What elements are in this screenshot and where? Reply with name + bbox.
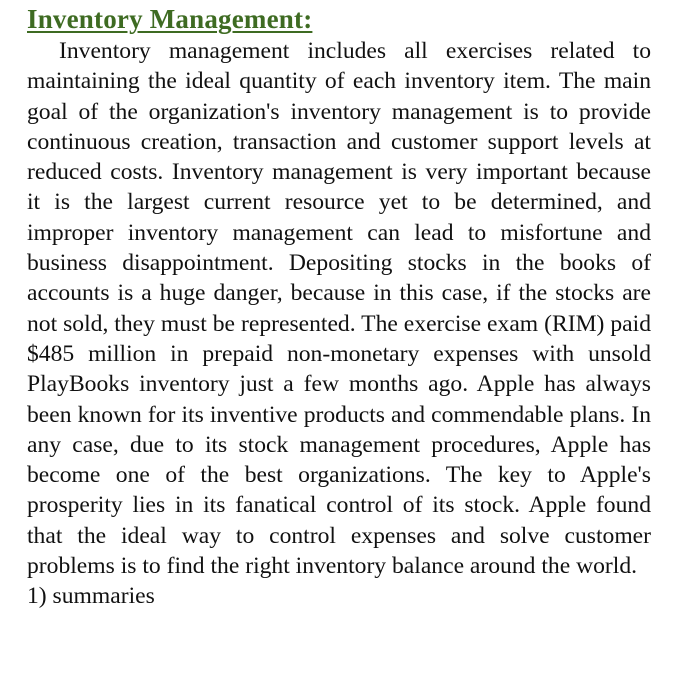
- section-heading: Inventory Management:: [27, 4, 313, 34]
- body-paragraph: Inventory management includes all exercises related to maintaining the ideal quantity of each inventory item. The main goal of the organization's inventory management is to provide continuous creation, transaction and customer support levels at reduced costs. Inventory management is very important because it is the largest current resource yet to be determined, and improper inventory management can lead to misfortune and business disappointment. Depositing stocks in the books of accounts is a huge danger, because in this case, if the stocks are not sold, they must be represented. The exercise exam (RIM) paid $485 million in prepaid non-monetary expenses with unsold PlayBooks inventory just a few months ago. Apple has always been known for its inventive products and commendable plans. In any case, due to its stock management procedures, Apple has become one of the best organizations. The key to Apple's prosperity lies in its fanatical control of its stock. Apple found that the ideal way to control expenses and solve customer problems is to find the right inventory balance around the world.: [27, 38, 651, 580]
- document-page: [27, 0, 651, 612]
- list-item: 1) summaries: [27, 583, 155, 610]
